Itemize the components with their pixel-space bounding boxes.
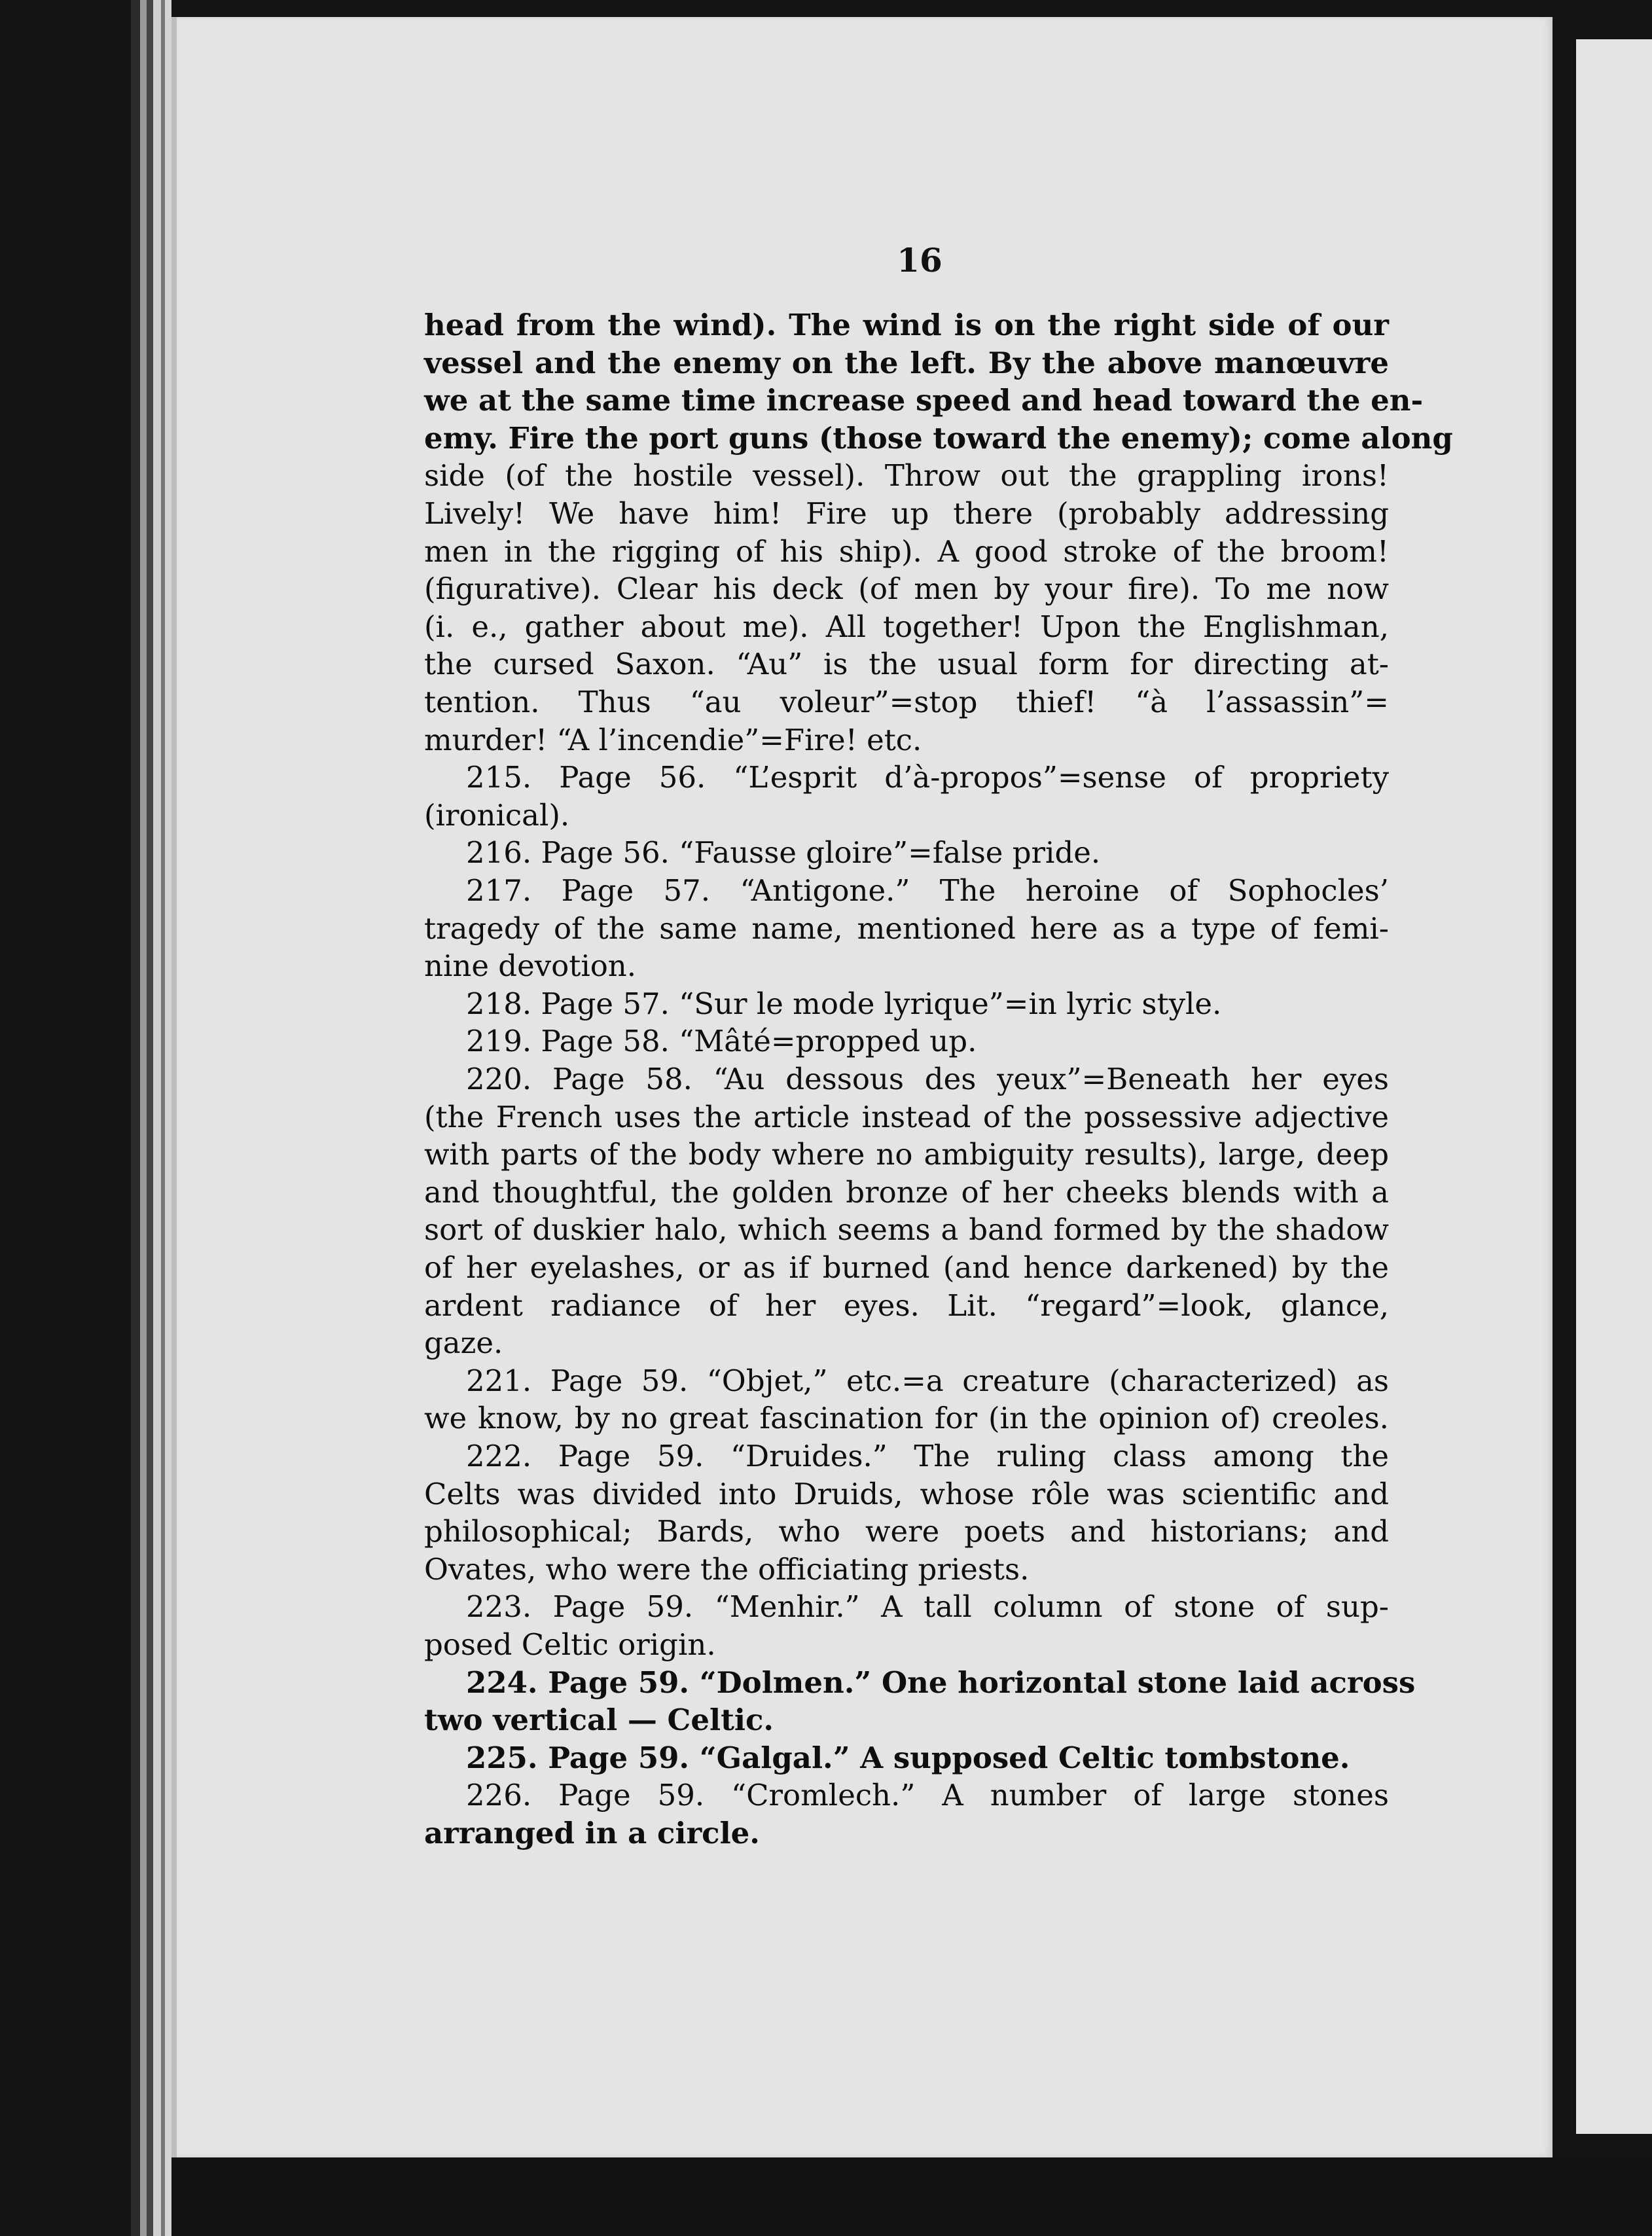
text-line: (figurative). Clear his deck (of men by your fire). To me now <box>424 571 1389 607</box>
text-line: 220. Page 58. “Au dessous des yeux”=Beneath her eyes <box>466 1062 1389 1096</box>
text-line: head from the wind). The wind is on the right side of our <box>424 308 1389 342</box>
text-line: murder! “A l’incendie”=Fire! etc. <box>424 722 922 757</box>
text-line: 218. Page 57. “Sur le mode lyrique”=in lyric style. <box>466 986 1222 1021</box>
text-line: two vertical — Celtic. <box>424 1703 774 1738</box>
text-line: tention. Thus “au voleur”=stop thief! “à l’assassin”= <box>424 685 1389 719</box>
text-line: of her eyelashes, or as if burned (and hence darkened) by the <box>424 1250 1389 1285</box>
text-line: emy. Fire the port guns (those toward the enemy); come along <box>424 420 1453 456</box>
page-number: 16 <box>897 241 943 280</box>
text-line: gaze. <box>424 1325 503 1361</box>
text-line: side (of the hostile vessel). Throw out the grappling irons! <box>424 458 1389 494</box>
text-line: with parts of the body where no ambiguity results), large, deep <box>424 1137 1389 1172</box>
text-line: 221. Page 59. “Objet,” etc.=a creature (characterized) as <box>466 1363 1389 1398</box>
text-line: 225. Page 59. “Galgal.” A supposed Celtic tombstone. <box>466 1740 1350 1775</box>
text-line: 216. Page 56. “Fausse gloire”=false pride. <box>466 835 1101 871</box>
text-line: 222. Page 59. “Druides.” The ruling class among the <box>466 1439 1389 1473</box>
text-line: vessel and the enemy on the left. By the above manœuvre <box>424 345 1389 380</box>
text-line: and thoughtful, the golden bronze of her cheeks blends with a <box>424 1174 1389 1210</box>
text-line: ardent radiance of her eyes. Lit. “regard”=look, glance, <box>424 1288 1389 1323</box>
text-line: (the French uses the article instead of the possessive adjective <box>424 1099 1389 1134</box>
text-line: nine devotion. <box>424 948 637 984</box>
text-line: 219. Page 58. “Mâté=propped up. <box>466 1024 977 1059</box>
text-line: 224. Page 59. “Dolmen.” One horizontal stone laid across <box>466 1665 1416 1700</box>
text-line: philosophical; Bards, who were poets and historians; and <box>424 1514 1389 1549</box>
text-line: tragedy of the same name, mentioned here as a type of femi- <box>424 911 1389 946</box>
text-line: 223. Page 59. “Menhir.” A tall column of stone of sup- <box>466 1589 1389 1625</box>
text-line: 226. Page 59. “Cromlech.” A number of large stones <box>466 1778 1389 1813</box>
text-line: 217. Page 57. “Antigone.” The heroine of Sophocles’ <box>466 873 1389 908</box>
book-binding <box>131 0 171 2236</box>
text-line: (i. e., gather about me). All together! Upon the Englishman, <box>424 609 1389 644</box>
text-line: men in the rigging of his ship). A good stroke of the broom! <box>424 533 1389 569</box>
text-line: 215. Page 56. “L’esprit d’à-propos”=sense of propriety <box>466 760 1389 795</box>
text-line: arranged in a circle. <box>424 1816 760 1850</box>
text-line: we know, by no great fascination for (in the opinion of) creoles. <box>424 1401 1389 1436</box>
scan-bottom-border <box>171 2157 1652 2236</box>
text-line: (ironical). <box>424 797 570 833</box>
text-line: the cursed Saxon. “Au” is the usual form for directing at- <box>424 647 1389 682</box>
text-line: posed Celtic origin. <box>424 1627 716 1662</box>
text-line: we at the same time increase speed and head toward the en- <box>424 383 1424 418</box>
text-line: Lively! We have him! Fire up there (probably addressing <box>424 496 1389 531</box>
adjacent-page-edge <box>1573 39 1652 2134</box>
text-line: sort of duskier halo, which seems a band formed by the shadow <box>424 1212 1389 1248</box>
text-line: Celts was divided into Druids, whose rôle was scientific and <box>424 1476 1389 1511</box>
text-line: Ovates, who were the officiating priests. <box>424 1551 1030 1587</box>
